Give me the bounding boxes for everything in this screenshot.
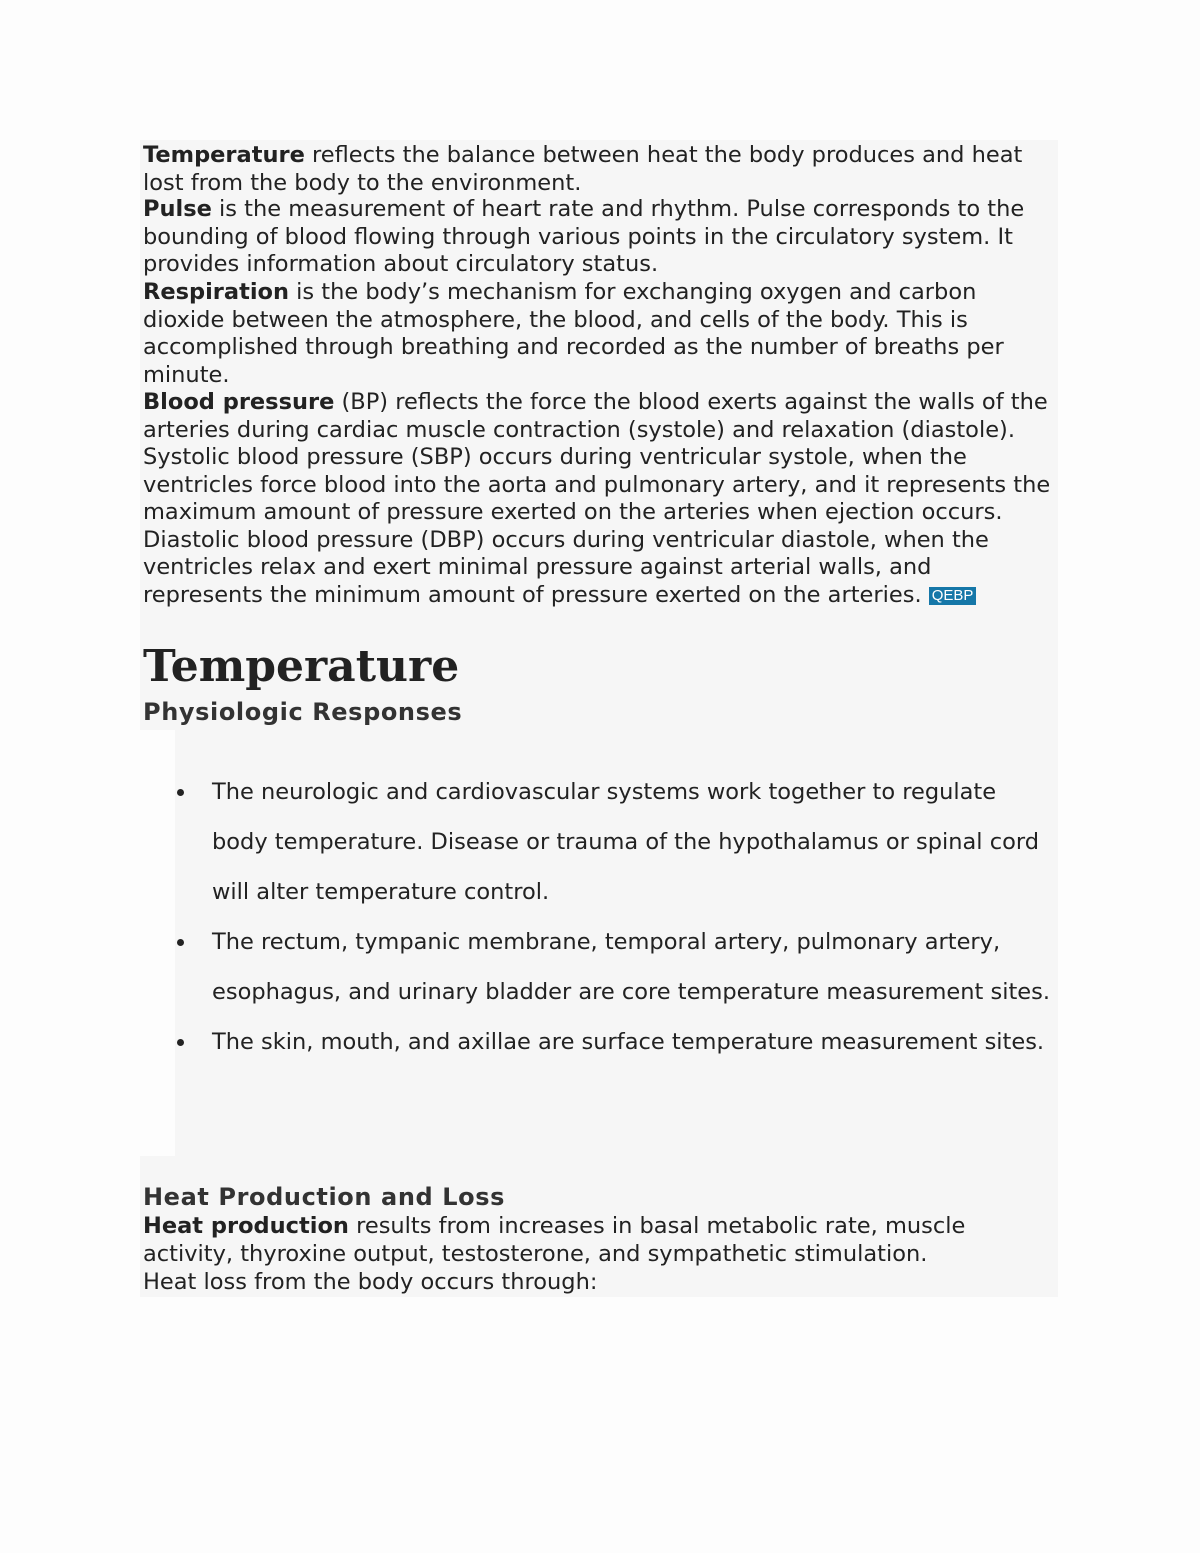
heat-production-text: results from increases in basal metabolic rate, muscle activity, thyroxine output, testosterone, and sympathetic stimulation. (143, 1213, 966, 1267)
pulse-definition (143, 196, 1058, 279)
bullet-icon (177, 939, 184, 946)
list-item (175, 917, 1055, 1017)
section-title: Temperature (143, 641, 460, 692)
heat-production-definition (143, 1213, 1058, 1268)
blood-pressure-term: Blood pressure (143, 389, 335, 415)
blood-pressure-text: (BP) reflects the force the blood exerts against the walls of the arteries during cardiac muscle contraction (systole) and relaxation (diastole). Systolic blood pressure (SBP) occurs during ventricular systole, when the ventricles force blood into the aorta and pulmonary artery, and it represents the maximum amount of pressure exerted on the arteries when ejection occurs. Diastolic blood pressure (DBP) occurs during ventricular diastole, when the ventricles relax and exert minimal pressure against arterial walls, and represents the minimum amount of pressure exerted on the arteries. (143, 389, 1051, 608)
list-item-text: The rectum, tympanic membrane, temporal artery, pulmonary artery, esophagus, and urinary bladder are core temperature measurement sites. (212, 929, 1051, 1005)
respiration-definition (143, 279, 1058, 389)
temperature-definition (143, 142, 1058, 197)
pulse-term: Pulse (143, 196, 212, 222)
temperature-text: reflects the balance between heat the body produces and heat lost from the body to the environment. (143, 142, 1023, 196)
qebp-badge[interactable]: QEBP (929, 587, 977, 605)
list-item-text: The neurologic and cardiovascular systems work together to regulate body temperature. Disease or trauma of the hypothalamus or spinal cord will alter temperature control. (212, 779, 1039, 905)
temperature-term: Temperature (143, 142, 305, 168)
heat-production-term: Heat production (143, 1213, 349, 1239)
heat-production-heading: Heat Production and Loss (143, 1183, 505, 1211)
list-item-text: The skin, mouth, and axillae are surface temperature measurement sites. (212, 1029, 1045, 1055)
blood-pressure-definition (143, 389, 1058, 609)
respiration-text: is the body’s mechanism for exchanging oxygen and carbon dioxide between the atmosphere, the blood, and cells of the body. This is accomplished through breathing and recorded as the number of breaths per minute. (143, 279, 1004, 388)
physiologic-responses-heading: Physiologic Responses (143, 698, 463, 726)
pulse-text: is the measurement of heart rate and rhythm. Pulse corresponds to the bounding of blood flowing through various points in the circulatory system. It provides information about circulatory status. (143, 196, 1025, 277)
bullet-icon (177, 789, 184, 796)
list-item (175, 1017, 1055, 1067)
physiologic-responses-list (175, 767, 1055, 1067)
respiration-term: Respiration (143, 279, 290, 305)
list-item (175, 767, 1055, 917)
heat-loss-text: Heat loss from the body occurs through: (143, 1269, 598, 1295)
bullet-icon (177, 1039, 184, 1046)
